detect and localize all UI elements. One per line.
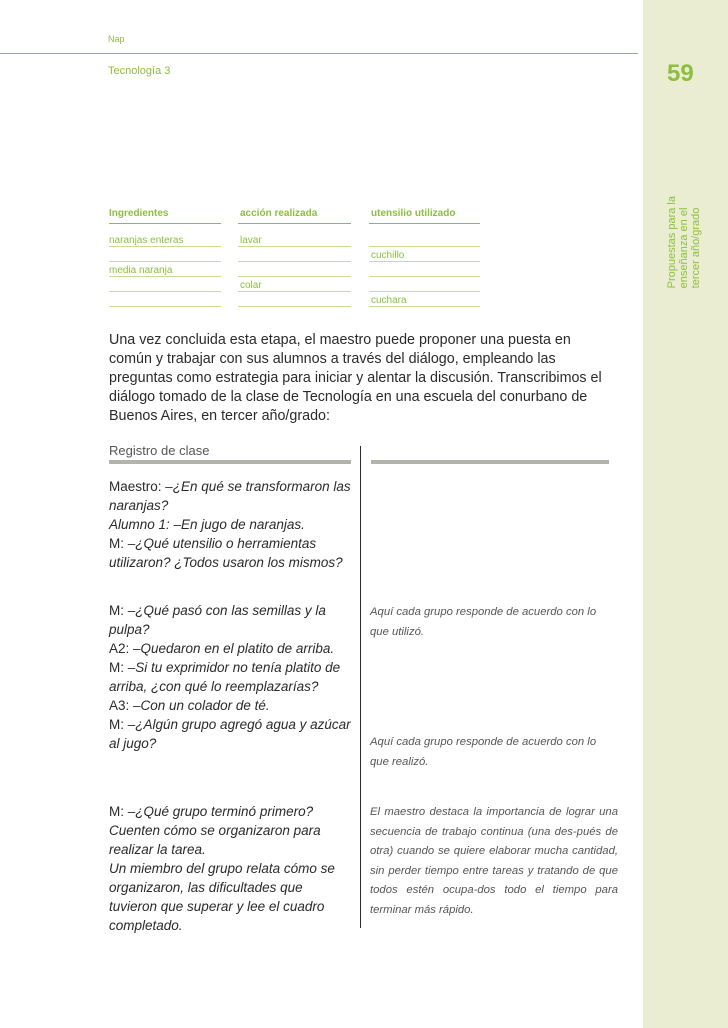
table-line [109, 261, 221, 262]
dialog-text: –¿Qué utensilio o herramientas utilizaron? ¿Todos usaron los mismos? [109, 536, 343, 570]
dialog-text: –Quedaron en el platito de arriba. [133, 641, 335, 656]
margin-note-1: Aquí cada grupo responde de acuerdo con lo que utilizó. [370, 606, 597, 638]
table-line [238, 291, 351, 292]
dialog-text: –¿Qué grupo terminó primero? Cuenten cómo se organizaron para realizar la tarea. [109, 804, 321, 857]
table-line [109, 291, 221, 292]
table-line [369, 246, 480, 247]
speaker-label: A2: [109, 641, 134, 656]
table-line [238, 306, 351, 307]
dialog-line [109, 715, 351, 753]
dialog-block-3 [109, 802, 351, 935]
dialog-line [109, 658, 351, 696]
table-cell: cuchillo [371, 250, 405, 261]
dialog-line [109, 534, 351, 572]
dialog-line [109, 802, 351, 859]
table-line [109, 276, 221, 277]
table-line [369, 306, 480, 307]
dialog-text: –Si tu exprimidor no tenía platito de arriba, ¿con qué lo reemplazarías? [109, 660, 341, 694]
dialog-block-2 [109, 601, 351, 753]
side-note: Propuestas para la enseñanza en el tercer año/grado [666, 196, 702, 289]
section-title: Tecnología 3 [108, 65, 171, 77]
page-number: 59 [667, 60, 694, 87]
dialog-line [109, 601, 351, 639]
table-header-ingredients: Ingredientes [109, 208, 169, 219]
table-line [109, 306, 221, 307]
column-divider [360, 446, 361, 928]
record-rule-left [109, 460, 351, 464]
speaker-label: M: [109, 804, 128, 819]
header-divider [0, 53, 638, 54]
table-line [238, 246, 351, 247]
dialog-line [109, 477, 351, 515]
speaker-label: M: [109, 660, 128, 675]
table-cell: cuchara [371, 295, 407, 306]
table-line [369, 291, 480, 292]
table-line [109, 246, 221, 247]
intro-paragraph: Una vez concluida esta etapa, el maestro puede proponer una puesta en común y trabajar con sus alumnos a través del diálogo, empleando las preguntas como estrategia para iniciar y alentar la discusión. Transcribimos el diálogo tomado de la clase de Tecnología en una escuela del conurbano de Buenos Aires, en tercer año/grado: [109, 332, 602, 424]
speaker-label: M: [109, 536, 128, 551]
table-line [238, 276, 351, 277]
margin-note-3: El maestro destaca la importancia de lograr una secuencia de trabajo continua (una des-pués de otra) cuando se quiere elaborar mucha cantidad, sin perder tiempo entre tareas y tratando de que todos estén ocupa-dos todo el tiempo para terminar más rápido. [370, 806, 618, 916]
table-line [369, 261, 480, 262]
margin-note-2: Aquí cada grupo responde de acuerdo con lo que realizó. [370, 736, 597, 768]
table-header-rule [109, 223, 221, 224]
speaker-label: M: [109, 717, 128, 732]
speaker-label: A3: [109, 698, 134, 713]
dialog-text: –Con un colador de té. [133, 698, 270, 713]
dialog-text: –¿Qué pasó con las semillas y la pulpa? [109, 603, 326, 637]
table-header-rule [369, 223, 480, 224]
dialog-line [109, 639, 351, 658]
record-title: Registro de clase [109, 443, 210, 458]
dialog-text: –¿En qué se transformaron las naranjas? [109, 479, 351, 513]
speaker-label: Maestro: [109, 479, 166, 494]
table-header-utensil: utensilio utilizado [371, 208, 456, 219]
dialog-text: –¿Algún grupo agregó agua y azúcar al jugo? [109, 717, 351, 751]
table-cell: media naranja [109, 265, 173, 276]
dialog-block-1 [109, 477, 351, 572]
speaker-label: M: [109, 603, 128, 618]
table-line [369, 276, 480, 277]
record-rule-right [371, 460, 609, 464]
dialog-line [109, 696, 351, 715]
dialog-line: Un miembro del grupo relata cómo se organizaron, las dificultades que tuvieron que superar y lee el cuadro completado. [109, 861, 335, 933]
series-label: Nap [108, 34, 125, 44]
table-header-rule [238, 223, 351, 224]
table-cell: lavar [240, 235, 262, 246]
table-cell: colar [240, 280, 262, 291]
table-header-action: acción realizada [240, 208, 318, 219]
dialog-line: Alumno 1: –En jugo de naranjas. [109, 517, 305, 532]
table-cell: naranjas enteras [109, 235, 184, 246]
side-band [643, 0, 728, 1028]
table-line [238, 261, 351, 262]
